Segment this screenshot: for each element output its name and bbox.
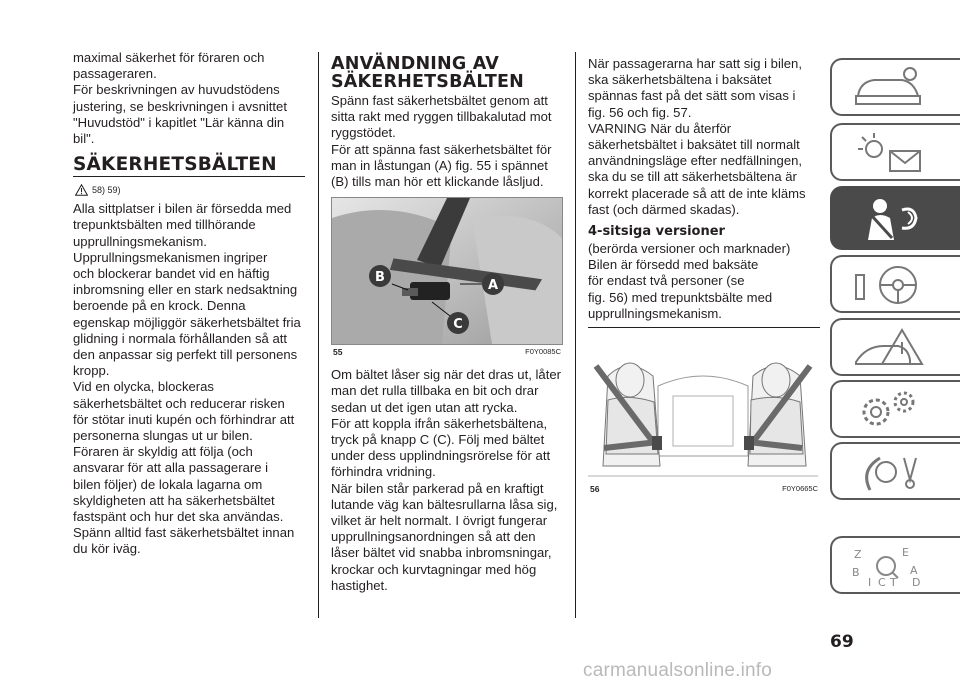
maintenance-gears-icon (850, 388, 930, 432)
svg-text:T: T (890, 576, 897, 588)
figure-56-number: 56 (590, 484, 600, 495)
figure-56-caption (588, 482, 820, 494)
figure-55-number: 55 (333, 347, 343, 358)
svg-text:B: B (852, 566, 860, 579)
figure-55-code: F0Y0085C (525, 347, 561, 357)
rear-seats-illustration (588, 336, 818, 482)
figure-56-top-rule (588, 327, 820, 328)
svg-text:C: C (878, 576, 886, 588)
col3-sub-body: (berörda versioner och marknader) Bilen är försedd med baksäte för endast två personer (se fig. 56) med trepunktsbälte med upprullningsmekanism. (588, 241, 791, 321)
car-dashboard-icon (850, 66, 930, 110)
svg-text:A: A (910, 564, 918, 577)
seatbelt-airbag-icon (850, 194, 930, 244)
column-2 (331, 50, 563, 594)
figure-55 (331, 197, 563, 357)
road-warning-icon (850, 326, 930, 370)
alphabetical-index-icon (850, 544, 930, 588)
column-1 (73, 50, 305, 558)
svg-text:Z: Z (854, 548, 862, 561)
heading-rule (73, 176, 305, 177)
col3-intro: När passagerarna har satt sig i bilen, ska säkerhetsbältena i baksätet spännas fast på det sätt som visas i fig. 56 och fig. 57. VARNING När du återför säkerhetsbältet i baksätet till normalt användningsläge efter nedfällningen, ska du se till att säkerhetsbältena är korrekt placerade så att de inte kläms fast (och därmed skadas). (588, 56, 806, 217)
steering-wheel-icon (850, 263, 930, 307)
tab-technical-data[interactable] (830, 442, 960, 500)
tab-knowing-your-car[interactable] (830, 58, 960, 116)
tab-index[interactable] (830, 536, 960, 594)
figure-55-caption (331, 345, 563, 357)
col2-intro: Spänn fast säkerhetsbältet genom att sitta rakt med ryggen tillbakalutad mot ryggstödet. För att spänna fast säkerhetsbältet för man in låstungan (A) fig. 55 i spännet (B) tills man hör ett klickande låsljud. (331, 93, 552, 190)
tab-safety[interactable] (830, 186, 960, 250)
figure-55-image (331, 197, 563, 345)
section-heading: SÄKERHETSBÄLTEN (73, 154, 277, 176)
four-seat-subheading: 4-sitsiga versioner (588, 224, 725, 240)
warning-refs: 58) 59) (92, 185, 121, 196)
warning-lights-icon (850, 131, 930, 175)
warning-reference-row (75, 183, 305, 197)
watermark: carmanualsonline.info (583, 660, 773, 681)
seatbelt-buckle-illustration (332, 198, 562, 344)
page-number: 69 (830, 632, 854, 652)
column-divider-right (575, 52, 576, 618)
usage-heading-line-2: SÄKERHETSBÄLTEN (331, 72, 524, 92)
tab-maintenance[interactable] (830, 380, 960, 438)
svg-text:D: D (912, 576, 921, 588)
figure-56-code: F0Y0665C (782, 484, 818, 494)
tab-emergency[interactable] (830, 318, 960, 376)
usage-heading-line-1: ANVÄNDNING AV (331, 54, 500, 74)
tab-warning-lights[interactable] (830, 123, 960, 181)
column-3 (588, 50, 820, 494)
column-divider-left (318, 52, 319, 618)
warning-triangle-icon (75, 184, 88, 196)
svg-text:E: E (902, 546, 909, 559)
col1-body: Alla sittplatser i bilen är försedda med trepunktsbälten med tillhörande upprullningsmekanism. Upprullningsmekanismen ingriper och blockerar bandet vid en häftig inbromsning eller en stark nedsaktning beroende på en krock. Denna egenskap möjliggör säkerhetsbältet fria glidning i normala förhållanden så att den anpassar sig perfekt till personens kropp. Vid en olycka, blockeras säkerhetsbältet och reducerar risken för stötar inuti kupén och förhindrar att personerna slungas ut ur bilen. Föraren är skyldig att följa (och ansvarar för att alla passagerare i bilen följer) de lokala lagarna om skyldigheten att ha säkerhetsbältet fastspänt och hur det ska användas. Spänn alltid fast säkerhetsbältet innan du kör iväg. (73, 201, 301, 557)
figure-56-image (588, 336, 818, 482)
svg-text:I: I (868, 576, 872, 588)
technical-data-icon (850, 450, 930, 494)
col2-body: Om bältet låser sig när det dras ut, låter man det rulla tillbaka en bit och drar sedan ut det igen utan att rycka. För att koppla ifrån säkerhetsbältena, tryck på knapp C (C). Följ med bältet under dess upplindningsrörelse för att förhindra vridning. När bilen står parkerad på en kraftigt lutande väg kan bältesrullarna låsa sig, vilket är helt normalt. I övrigt fungerar upprullningsanordningen så att den låser bältet vid snabba inbromsningar, krockar och kurvtagningar med hög hastighet. (331, 367, 561, 593)
section-heading-block (73, 156, 305, 177)
col1-intro: maximal säkerhet för föraren och passageraren. För beskrivningen av huvudstödens justering, se beskrivningen i avsnittet "Huvudstöd" i kapitlet "Lär känna din bil". (73, 50, 287, 147)
label-c: C (453, 317, 463, 333)
label-b: B (375, 270, 385, 286)
label-a: A (487, 278, 499, 294)
figure-56 (588, 336, 820, 494)
tab-starting-driving[interactable] (830, 255, 960, 313)
